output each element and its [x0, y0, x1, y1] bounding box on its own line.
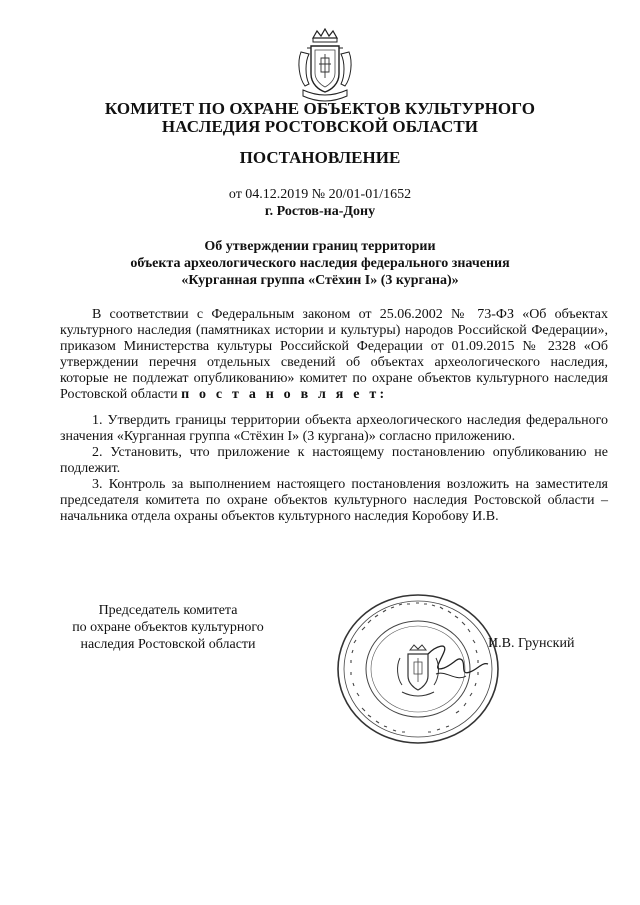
document-subject	[0, 238, 640, 289]
organization-name	[0, 100, 640, 136]
item-1-paragraph: 1. Утвердить границы территории объекта археологического наследия федерального значения «Курганная группа «Стёхин I» (3 кургана)» согласно приложению.	[60, 413, 608, 444]
preamble-text: В соответствии с Федеральным законом от 25.06.2002 № 73-ФЗ «Об объектах культурного наследия (памятниках истории и культуры) народов Российской Федерации», приказом Министерства культуры Российской Федерации от 01.09.2015 № 2328 «Об утверждении перечня отдельных сведений об объектах археологического наследия, которые не подлежат опубликованию» комитет по охранe объектов культурного наследия Ростовской области	[60, 307, 608, 402]
document-city: г. Ростов-на-Дону	[264, 204, 376, 219]
preamble-paragraph	[60, 307, 608, 403]
item-2-paragraph: 2. Установить, что приложение к настоящему постановлению опубликованию не подлежит.	[60, 445, 608, 476]
official-seal-stamp	[332, 590, 504, 748]
signatory-name: И.В. Грунский	[488, 636, 575, 651]
subject-line1: Об утверждении границ территории	[204, 239, 436, 254]
signatory-position	[48, 602, 288, 653]
organization-name-line2: НАСЛЕДИЯ РОСТОВСКОЙ ОБЛАСТИ	[161, 117, 479, 136]
signatory-position-line2: по охране объектов культурного	[72, 620, 264, 635]
signatory-position-line3: наследия Ростовской области	[80, 637, 256, 652]
decree-word: п о с т а н о в л я е т:	[181, 387, 388, 402]
document-meta	[0, 186, 640, 220]
organization-name-line1: КОМИТЕТ ПО ОХРАНЕ ОБЪЕКТОВ КУЛЬТУРНОГО	[104, 99, 536, 118]
document-body	[60, 307, 608, 525]
document-type: ПОСТАНОВЛЕНИЕ	[239, 148, 401, 167]
document-number: от 04.12.2019 № 20/01-01/1652	[228, 187, 412, 202]
subject-line2: объекта археологического наследия федерального значения	[130, 256, 510, 271]
coat-of-arms-emblem	[293, 28, 357, 104]
subject-line3: «Курганная группа «Стёхин I» (3 кургана)»	[181, 273, 459, 288]
signatory-position-line1: Председатель комитета	[98, 603, 238, 618]
item-3-paragraph: 3. Контроль за выполнением настоящего постановления возложить на заместителя председателя комитета по охране объектов культурного наследия Ростовской области – начальника отдела охраны объектов культурного наследия Коробову И.В.	[60, 477, 608, 524]
